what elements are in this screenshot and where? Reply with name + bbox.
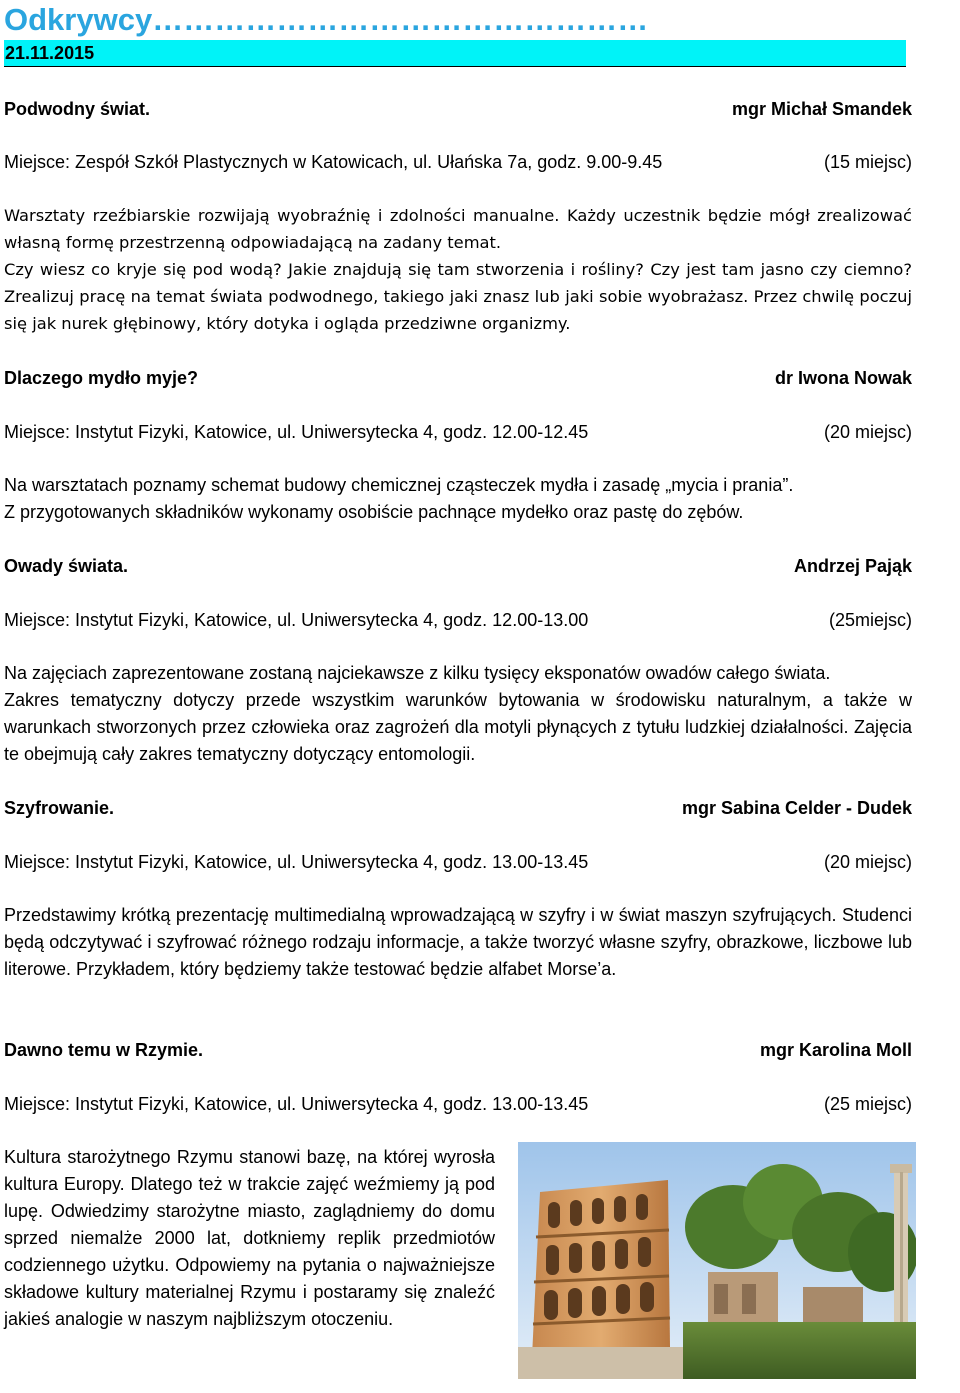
workshop-seats: (20 miejsc) [823, 422, 912, 442]
workshop-title: Dlaczego mydło myje? [4, 368, 199, 388]
workshop-header [4, 364, 912, 392]
workshop-description: Zakres tematyczny dotyczy przede wszystkim warunków bytowania w środowisku naturalnym, a także w warunkach stworzonych przez człowieka oraz zagrożeń dla motyli płynących z tytułu ludzkiej działalności. Zajęcia te obejmują cały zakres tematyczny dotyczący entomologii. [4, 690, 912, 764]
workshop-place: Miejsce: Instytut Fizyki, Katowice, ul. Uniwersytecka 4, godz. 12.00-13.00 [4, 610, 589, 630]
workshop-place: Miejsce: Instytut Fizyki, Katowice, ul. Uniwersytecka 4, godz. 12.00-12.45 [4, 422, 589, 442]
workshop-title: Szyfrowanie. [4, 798, 115, 818]
workshop-header [4, 552, 912, 580]
workshop-teacher: mgr Sabina Celder - Dudek [681, 798, 912, 818]
workshop-description: Na zajęciach zaprezentowane zostaną najciekawsze z kilku tysięcy eksponatów owadów całego świata. [4, 663, 831, 683]
workshop-place: Miejsce: Instytut Fizyki, Katowice, ul. Uniwersytecka 4, godz. 13.00-13.45 [4, 852, 589, 872]
workshop-seats: (15 miejsc) [823, 152, 912, 172]
event-date: 21.11.2015 [5, 43, 95, 63]
workshop-description: Przedstawimy krótką prezentację multimedialną wprowadzającą w szyfry i w świat maszyn szyfrujących. Studenci będą odczytywać i szyfrować różnego rodzaju informacje, a także tworzyć własne szyfry, obrazkowe, liczbowe lub literowe. Przykładem, który będziemy także testować będzie alfabet Morse’a. [4, 905, 912, 979]
rome-photo-collage [518, 1142, 916, 1379]
date-banner [4, 40, 906, 67]
workshop-seats: (25 miejsc) [823, 1094, 912, 1114]
workshop-place: Miejsce: Instytut Fizyki, Katowice, ul. Uniwersytecka 4, godz. 13.00-13.45 [4, 1094, 589, 1114]
workshop-place-row [4, 606, 912, 634]
roman-ruins-photo [668, 1142, 916, 1379]
workshop-seats: (25miejsc) [828, 610, 912, 630]
workshop-title: Dawno temu w Rzymie. [4, 1040, 204, 1060]
workshop-description: Z przygotowanych składników wykonamy osobiście pachnące mydełko oraz pastę do zębów. [4, 502, 744, 522]
workshop-header [4, 95, 912, 123]
workshop-place-row [4, 148, 912, 176]
workshop-teacher: dr Iwona Nowak [774, 368, 912, 388]
page-title: Odkrywcy………………………………………… [4, 2, 649, 37]
workshop-seats: (20 miejsc) [823, 852, 912, 872]
workshop-teacher: mgr Michał Smandek [731, 99, 912, 119]
workshop-description: Warsztaty rzeźbiarskie rozwijają wyobraźnię i zdolności manualne. Każdy uczestnik będzie mógł zrealizować własną formę przestrzenną odpowiadającą na zadany temat. [4, 206, 912, 252]
workshop-place-row [4, 418, 912, 446]
workshop-header [4, 1036, 912, 1064]
workshop-place-row [4, 1090, 912, 1118]
workshop-teacher: Andrzej Pająk [793, 556, 912, 576]
workshop-description: Czy wiesz co kryje się pod wodą? Jakie znajdują się tam stworzenia i rośliny? Czy jest tam jasno czy ciemno? Zrealizuj pracę na temat świata podwodnego, takiego jaki znasz lub jaki sobie wyobrażasz. Przez chwilę poczuj się jak nurek głębinowy, który dotyka i ogląda przedziwne organizmy. [4, 260, 912, 333]
workshop-description: Na warsztatach poznamy schemat budowy chemicznej cząsteczek mydła i zasadę „mycia i prania”. [4, 475, 794, 495]
colosseum-photo [518, 1142, 683, 1379]
workshop-header [4, 794, 912, 822]
workshop-title: Owady świata. [4, 556, 129, 576]
workshop-description: Kultura starożytnego Rzymu stanowi bazę, na której wyrosła kultura Europy. Dlatego też w trakcie zajęć weźmiemy ją pod lupę. Odwiedzimy starożytne miasto, zaglądniemy do domu sprzed niemalże 2000 lat, dotkniemy replik przedmiotów codziennego użytku. Odpowiemy na pytania o najważniejsze składowe kultury materialnej Rzymu i postaramy się znaleźć jakieś analogie w naszym najbliższym otoczeniu. [4, 1147, 495, 1329]
workshop-place: Miejsce: Zespół Szkół Plastycznych w Katowicach, ul. Ułańska 7a, godz. 9.00-9.45 [4, 152, 663, 172]
workshop-title: Podwodny świat. [4, 99, 151, 119]
workshop-place-row [4, 848, 912, 876]
workshop-teacher: mgr Karolina Moll [759, 1040, 912, 1060]
